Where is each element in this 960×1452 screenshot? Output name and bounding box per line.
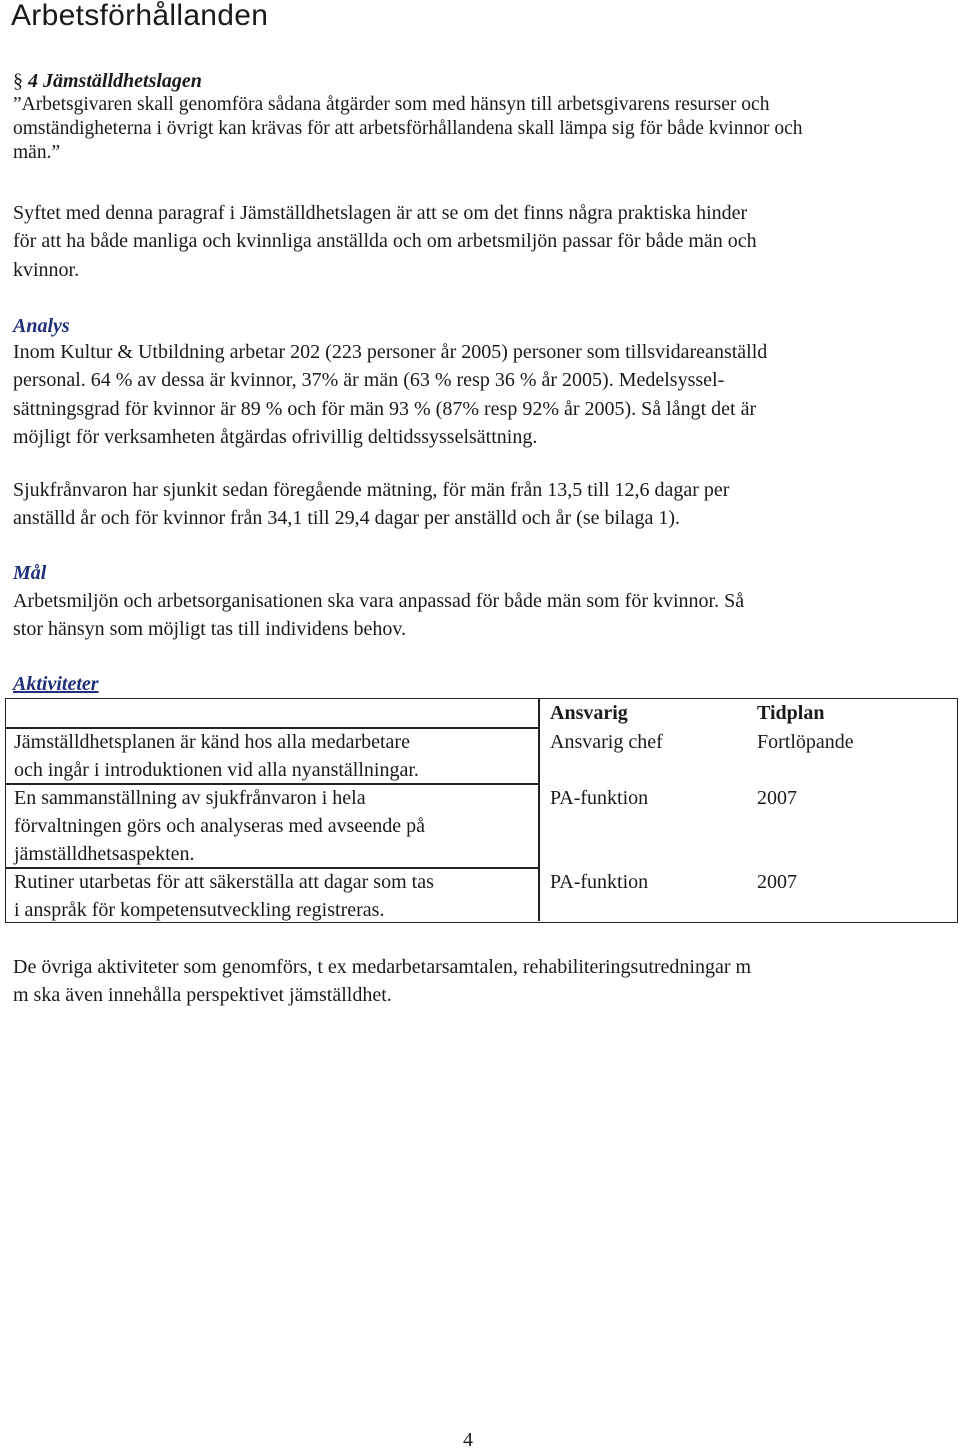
paragraph-line: stor hänsyn som möjligt tas till individens behov.: [13, 618, 407, 641]
goal-heading: Mål: [13, 562, 47, 584]
table-row-schedule: Fortlöpande: [757, 731, 854, 753]
paragraph-line: sättningsgrad för kvinnor är 89 % och för män 93 % (87% resp 92% år 2005). Så långt det är: [13, 397, 757, 420]
column-header-schedule: Tidplan: [757, 702, 825, 724]
table-row-responsible: PA-funktion: [550, 871, 649, 893]
paragraph-line: Inom Kultur & Utbildning arbetar 202 (223 personer år 2005) personer som tillsvidareanställd: [13, 341, 768, 363]
closing-paragraph: [13, 953, 948, 1010]
paragraph-line: kvinnor.: [13, 258, 80, 281]
activities-table: [5, 698, 958, 923]
activity-line: och ingår i introduktionen vid alla nyanställningar.: [14, 759, 419, 781]
activity-line: förvaltningen görs och analyseras med avseende på: [14, 815, 425, 837]
activity-line: Jämställdhetsplanen är känd hos alla medarbetare: [14, 731, 410, 753]
analysis-heading: Analys: [13, 315, 70, 337]
column-header-responsible: Ansvarig: [550, 702, 628, 724]
table-row-activity: [14, 784, 524, 868]
activity-line: jämställdhetsaspekten.: [14, 843, 195, 865]
page-number: 4: [463, 1429, 473, 1451]
goal-paragraph: [13, 587, 948, 644]
table-row-schedule: 2007: [757, 871, 797, 893]
paragraph-line: Syftet med denna paragraf i Jämställdhetslagen är att se om det finns några praktiska hinder: [13, 202, 748, 224]
law-quote-line: omständigheterna i övrigt kan krävas för att arbetsförhållandena skall lämpa sig för både kvinnor och: [13, 118, 803, 139]
table-row-activity: [14, 728, 524, 784]
section-mark: §: [13, 70, 23, 92]
activity-line: En sammanställning av sjukfrånvaron i hela: [14, 787, 366, 809]
paragraph-line: Sjukfrånvaron har sjunkit sedan föregående mätning, för män från 13,5 till 12,6 dagar per: [13, 479, 730, 501]
law-heading-text: 4 Jämställdhetslagen: [28, 70, 202, 92]
purpose-paragraph: [13, 199, 948, 284]
table-row-responsible: PA-funktion: [550, 787, 649, 809]
paragraph-line: Arbetsmiljön och arbetsorganisationen ska vara anpassad för både män som för kvinnor. Så: [13, 590, 745, 612]
paragraph-line: m ska även innehålla perspektivet jämställdhet.: [13, 984, 392, 1007]
analysis-paragraph: [13, 338, 948, 452]
paragraph-line: personal. 64 % av dessa är kvinnor, 37% är män (63 % resp 36 % år 2005). Medelsyssel-: [13, 369, 725, 392]
table-row-activity: [14, 868, 524, 924]
activity-line: i anspråk för kompetensutveckling registreras.: [14, 899, 385, 921]
table-column-divider: [538, 699, 540, 921]
page-title: Arbetsförhållanden: [11, 0, 269, 32]
law-quote-block: [13, 69, 943, 165]
paragraph-line: för att ha både manliga och kvinnliga anställda och om arbetsmiljön passar för både män och: [13, 230, 757, 253]
paragraph-line: möjligt för verksamheten åtgärdas ofrivillig deltidssysselsättning.: [13, 426, 538, 449]
paragraph-line: anställd år och för kvinnor från 34,1 till 29,4 dagar per anställd och år (se bilaga 1).: [13, 507, 681, 530]
law-quote-line: män.”: [13, 142, 61, 163]
paragraph-line: De övriga aktiviteter som genomförs, t ex medarbetarsamtalen, rehabiliteringsutredningar m: [13, 956, 752, 978]
table-row-schedule: 2007: [757, 787, 797, 809]
activity-line: Rutiner utarbetas för att säkerställa att dagar som tas: [14, 871, 434, 893]
law-heading: [13, 69, 943, 93]
law-quote-line: ”Arbetsgivaren skall genomföra sådana åtgärder som med hänsyn till arbetsgivarens resurser och: [13, 94, 770, 115]
activities-heading: Aktiviteter: [13, 673, 99, 695]
sick-leave-paragraph: [13, 476, 948, 533]
table-row-responsible: Ansvarig chef: [550, 731, 663, 753]
